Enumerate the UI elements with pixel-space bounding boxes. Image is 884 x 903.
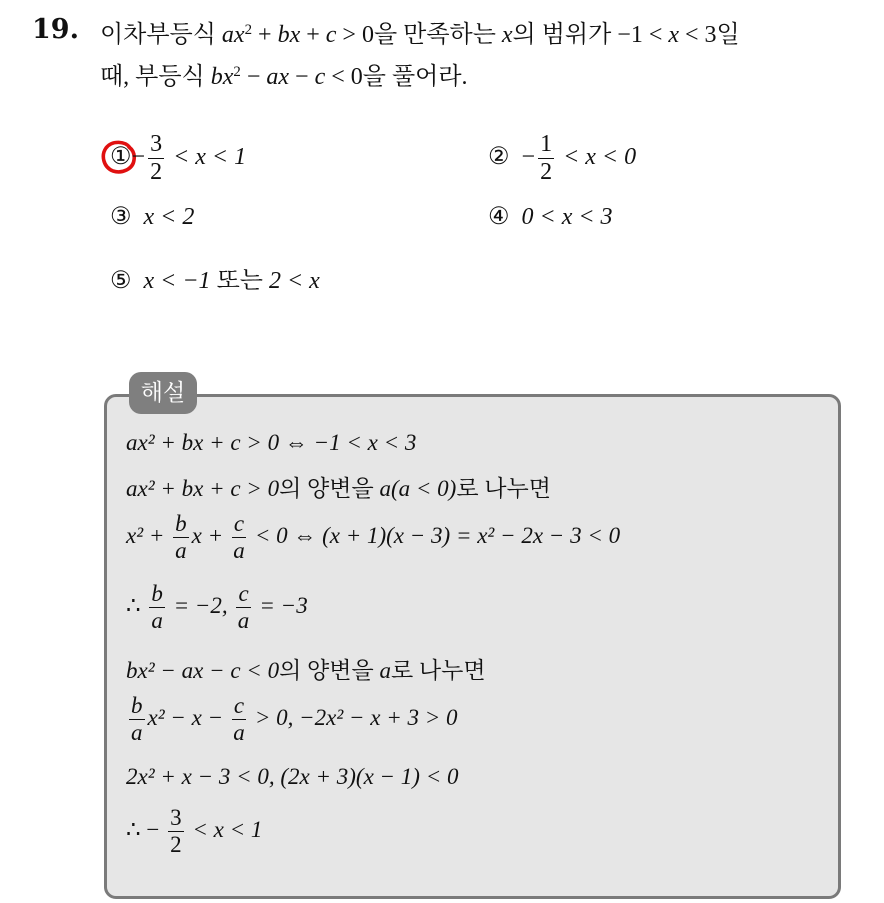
solution-text: = −2,	[167, 592, 234, 618]
fraction-numerator: c	[232, 694, 246, 720]
solution-text: 의 양변을	[279, 658, 380, 683]
fraction	[232, 694, 246, 745]
fraction-numerator: b	[173, 512, 189, 538]
solution-text: a(a < 0)	[379, 476, 457, 501]
fraction-numerator: 1	[538, 132, 554, 159]
solution-text: = −3	[253, 592, 308, 618]
solution-line-3	[126, 512, 620, 563]
question-line-1	[100, 14, 740, 49]
fraction-denominator: 2	[150, 159, 163, 186]
fraction-denominator: 2	[540, 159, 553, 186]
fraction-denominator: 2	[170, 832, 182, 858]
solution-line-8	[126, 806, 262, 857]
fraction-numerator: b	[149, 582, 165, 608]
solution-text: x² +	[126, 522, 171, 548]
choice-text: 또는	[216, 268, 263, 294]
math-term: c	[325, 22, 337, 48]
fraction	[236, 582, 250, 633]
math-term: x	[501, 22, 513, 48]
choice-text: x < 2	[143, 204, 195, 230]
fraction-numerator: c	[236, 582, 250, 608]
solution-line-5	[126, 652, 486, 685]
question-text: < 3일	[679, 22, 740, 48]
choice-text: 2 < x	[268, 268, 320, 294]
solution-text: ∴ −	[126, 816, 166, 842]
choice-1[interactable]	[110, 132, 246, 185]
question-text: < 0을 풀어라.	[325, 64, 468, 90]
solution-line-2	[126, 470, 551, 503]
math-op: −	[289, 64, 315, 90]
math-term: $ax^2$	[221, 21, 253, 48]
fraction-denominator: a	[237, 608, 250, 634]
choice-3[interactable]	[110, 202, 194, 231]
solution-text: ax² + bx + c > 0 ⇔ −1 < x < 3	[126, 430, 417, 455]
fraction	[538, 132, 554, 185]
fraction-numerator: b	[129, 694, 145, 720]
fraction-denominator: a	[233, 720, 245, 746]
solution-text: ax² + bx + c > 0	[126, 476, 280, 501]
math-op: −	[240, 64, 267, 90]
math-term: $bx^2$	[210, 63, 241, 90]
choice-5[interactable]	[110, 260, 320, 295]
fraction	[129, 694, 145, 745]
choice-tail: < x < 0	[557, 144, 637, 171]
solution-text: x² − x −	[147, 704, 229, 730]
solution-line-7	[126, 764, 459, 790]
question-text: 의 범위가 −1 <	[512, 22, 669, 48]
solution-text: a	[379, 658, 391, 683]
fraction-numerator: 3	[148, 132, 164, 159]
math-term: bx	[277, 22, 301, 48]
fraction-denominator: a	[151, 608, 163, 634]
fraction-denominator: a	[233, 538, 245, 564]
solution-text: 로 나누면	[390, 658, 486, 683]
solution-text: 의 양변을	[279, 476, 380, 501]
choice-text: 0 < x < 3	[521, 204, 613, 230]
solution-tab-label: 해설	[129, 372, 197, 414]
fraction-numerator: 3	[168, 806, 184, 832]
fraction	[148, 132, 164, 185]
math-term: c	[314, 64, 326, 90]
choice-tail: < x < 1	[167, 144, 247, 171]
solution-text: bx² − ax − c < 0	[126, 658, 280, 683]
question-text: 이차부등식	[100, 22, 222, 48]
choice-marker: ①	[110, 144, 132, 171]
question-text: > 0을 만족하는	[336, 22, 502, 48]
math-op: +	[300, 22, 326, 48]
solution-text: < x < 1	[186, 816, 263, 842]
solution-line-1	[126, 430, 416, 456]
fraction-denominator: a	[175, 538, 187, 564]
solution-text: 로 나누면	[456, 476, 551, 501]
solution-text: 2x² + x − 3 < 0, (2x + 3)(x − 1) < 0	[126, 764, 459, 789]
question-line-2	[100, 56, 468, 91]
choice-sign: −	[521, 144, 536, 171]
question-number: 19.	[32, 14, 79, 45]
fraction-numerator: c	[232, 512, 246, 538]
choice-2[interactable]	[488, 132, 636, 185]
solution-text: < 0 ⇔ (x + 1)(x − 3) = x² − 2x − 3 < 0	[249, 522, 621, 548]
fraction	[168, 806, 184, 857]
choice-marker: ⑤	[110, 268, 132, 294]
solution-text: > 0, −2x² − x + 3 > 0	[249, 704, 458, 730]
choice-marker: ②	[488, 144, 510, 171]
math-term: ax	[266, 64, 290, 90]
choice-marker: ④	[488, 204, 510, 230]
choice-text: x < −1	[143, 268, 211, 294]
solution-text: x +	[191, 522, 229, 548]
fraction-denominator: a	[131, 720, 143, 746]
fraction	[149, 582, 165, 633]
solution-line-6	[126, 694, 458, 745]
question-text: 때, 부등식	[100, 64, 211, 90]
choice-sign: −	[131, 144, 146, 171]
choice-4[interactable]	[488, 202, 613, 231]
fraction	[232, 512, 246, 563]
choice-marker: ③	[110, 204, 132, 230]
math-term: x	[668, 22, 680, 48]
solution-text: ∴	[126, 592, 147, 618]
solution-line-4	[126, 582, 308, 633]
fraction	[173, 512, 189, 563]
math-op: +	[252, 22, 278, 48]
